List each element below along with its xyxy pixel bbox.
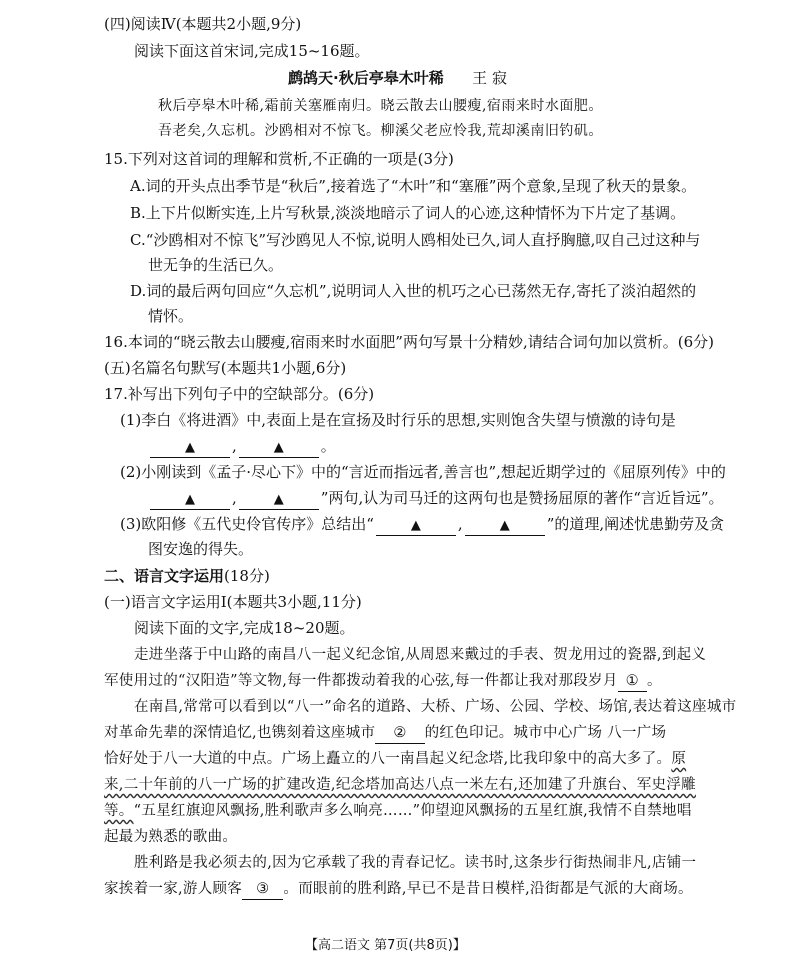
section5-heading: (五)名篇名句默写(本题共1小题,6分) (104, 359, 347, 377)
q15-option-b: B.上下片似断实连,上片写秋景,淡淡地暗示了词人的心迹,这种情怀为下片定了基调。 (130, 204, 686, 222)
punctuation: , (457, 515, 463, 533)
poem-line-1: 秋后亭皋木叶稀,霜前关塞雁南归。晓云散去山腰瘦,宿雨来时水面肥。 (158, 98, 603, 114)
passage-p2-line3 (104, 749, 686, 769)
part2-title: 二、语言文字运用 (104, 567, 225, 585)
answer-blank-3[interactable]: ③ (242, 879, 283, 900)
blank-marker-icon: ▲ (499, 518, 510, 533)
part2-sub1: (一)语言文字运用Ⅰ(本题共3小题,11分) (104, 593, 362, 611)
answer-blank[interactable] (150, 489, 230, 510)
blank-marker-icon: ▲ (273, 492, 284, 507)
q17-part1: (1)李白《将进酒》中,表面上是在宣扬及时行乐的思想,实则饱含失望与愤激的诗句是 (120, 411, 676, 429)
punctuation: , (232, 489, 237, 507)
blank-marker-icon: ▲ (273, 440, 284, 455)
answer-blank[interactable] (239, 489, 319, 510)
part2-heading (104, 566, 270, 586)
passage-p3-line2 (104, 879, 693, 900)
passage-text: 家挨着一家,游人顾客 (104, 881, 243, 897)
passage-text: 的红色印记。城市中心广场 八一广场 (424, 725, 667, 741)
passage-p2-line6: 起最为熟悉的歌曲。 (104, 829, 238, 845)
answer-blank[interactable] (465, 515, 545, 536)
poem-title (288, 68, 507, 88)
wavy-underlined-text: 等。 (104, 803, 134, 819)
punctuation: , (232, 437, 237, 455)
passage-text: 恰好处于八一大道的中点。广场上矗立的八一南昌起义纪念塔,比我印象中的高大多了。 (104, 751, 672, 767)
punctuation: 。 (646, 673, 662, 689)
passage-text: 军使用过的“汉阳造”等文物,每一件都拨动着我的心弦,每一件都让我对那段岁月 (104, 673, 618, 689)
passage-text: 对革命先辈的深情追忆,也镌刻着这座城市 (104, 725, 376, 741)
part2-instruction: 阅读下面的文字,完成18~20题。 (134, 619, 355, 637)
wavy-underlined-text: 原 (671, 751, 687, 767)
q17-part3 (120, 514, 724, 536)
answer-blank-1[interactable]: ① (618, 671, 647, 692)
blank-marker-icon: ▲ (410, 518, 421, 533)
passage-text: “五星红旗迎风飘扬,胜利歌声多么响亮……”仰望迎风飘扬的五星红旗,我情不自禁地唱 (133, 803, 692, 819)
answer-blank[interactable] (239, 437, 319, 458)
q15-option-d: D.词的最后两句回应“久忘机”,说明词人入世的机巧之心已荡然无存,寄托了淡泊超然的 (130, 282, 697, 300)
passage-p2-line4: 来,二十年前的八一广场的扩建改造,纪念塔加高达八点一米左右,还加建了升旗台、军史浮雕 (104, 777, 696, 793)
q17-part3-cont: 图安逸的得失。 (148, 540, 254, 558)
q17-part1-blanks (148, 436, 336, 458)
passage-p2-line1: 在南昌,常常可以看到以“八一”命名的道路、大桥、广场、公园、学校、场馆,表达着这座城市 (134, 699, 737, 715)
blank-marker-icon: ▲ (185, 440, 195, 455)
q15-option-a: A.词的开头点出季节是“秋后”,接着选了“木叶”和“塞雁”两个意象,呈现了秋天的景象。 (130, 177, 697, 195)
poem-title-text: 鹧鸪天·秋后亭皋木叶稀 (288, 69, 444, 87)
q16-stem: 16.本词的“晓云散去山腰瘦,宿雨来时水面肥”两句写景十分精妙,请结合词句加以赏析。(6分) (104, 333, 714, 351)
q15-stem: 15.下列对这首词的理解和赏析,不正确的一项是(3分) (104, 150, 454, 168)
blank-marker-icon: ▲ (185, 492, 195, 507)
passage-p3-line1: 胜利路是我必须去的,因为它承载了我的青春记忆。读书时,这条步行街热闹非凡,店铺一 (134, 855, 697, 871)
punctuation: 。 (320, 437, 336, 455)
passage-p2-line5 (104, 801, 692, 821)
q17-part3-tail: ”的道理,阐述忧患勤劳及贪 (546, 515, 725, 533)
poem-line-2: 吾老矣,久忘机。沙鸥相对不惊飞。柳溪父老应怜我,荒却溪南旧钓矶。 (158, 123, 603, 139)
answer-blank[interactable] (376, 515, 456, 536)
q17-part2: (2)小刚读到《孟子·尽心下》中的“言近而指远者,善言也”,想起近期学过的《屈原列传》中的 (120, 463, 726, 481)
section4-instruction: 阅读下面这首宋词,完成15~16题。 (134, 42, 370, 60)
answer-blank-2[interactable]: ② (375, 723, 424, 744)
q17-part2-tail: ”两句,认为司马迁的这两句也是赞扬屈原的著作“言近旨远”。 (320, 489, 724, 507)
q17-part3-head: (3)欧阳修《五代史伶官传序》总结出“ (120, 515, 374, 533)
q15-option-c: C.“沙鸥相对不惊飞”写沙鸥见人不惊,说明人鸥相处已久,词人直抒胸臆,叹自己过这种与 (130, 231, 701, 249)
passage-p1-line2 (104, 671, 662, 692)
section4-heading: (四)阅读Ⅳ(本题共2小题,9分) (104, 15, 302, 33)
passage-p1-line1: 走进坐落于中山路的南昌八一起义纪念馆,从周恩来戴过的手表、贺龙用过的瓷器,到起义 (134, 647, 707, 663)
passage-text: 。而眼前的胜利路,早已不是昔日模样,沿街都是气派的大商场。 (283, 881, 693, 897)
part2-score: (18分) (224, 567, 270, 585)
page-footer: 【高二语文 第7页(共8页)】 (305, 938, 466, 953)
q15-option-c-cont: 世无争的生活已久。 (148, 256, 284, 274)
poem-author: 王 寂 (472, 69, 507, 87)
q17-part2-blanks (148, 488, 724, 510)
q17-stem: 17.补写出下列句子中的空缺部分。(6分) (104, 385, 375, 403)
q15-option-d-cont: 情怀。 (148, 307, 194, 325)
answer-blank[interactable] (150, 437, 230, 458)
passage-p2-line2 (104, 723, 666, 744)
